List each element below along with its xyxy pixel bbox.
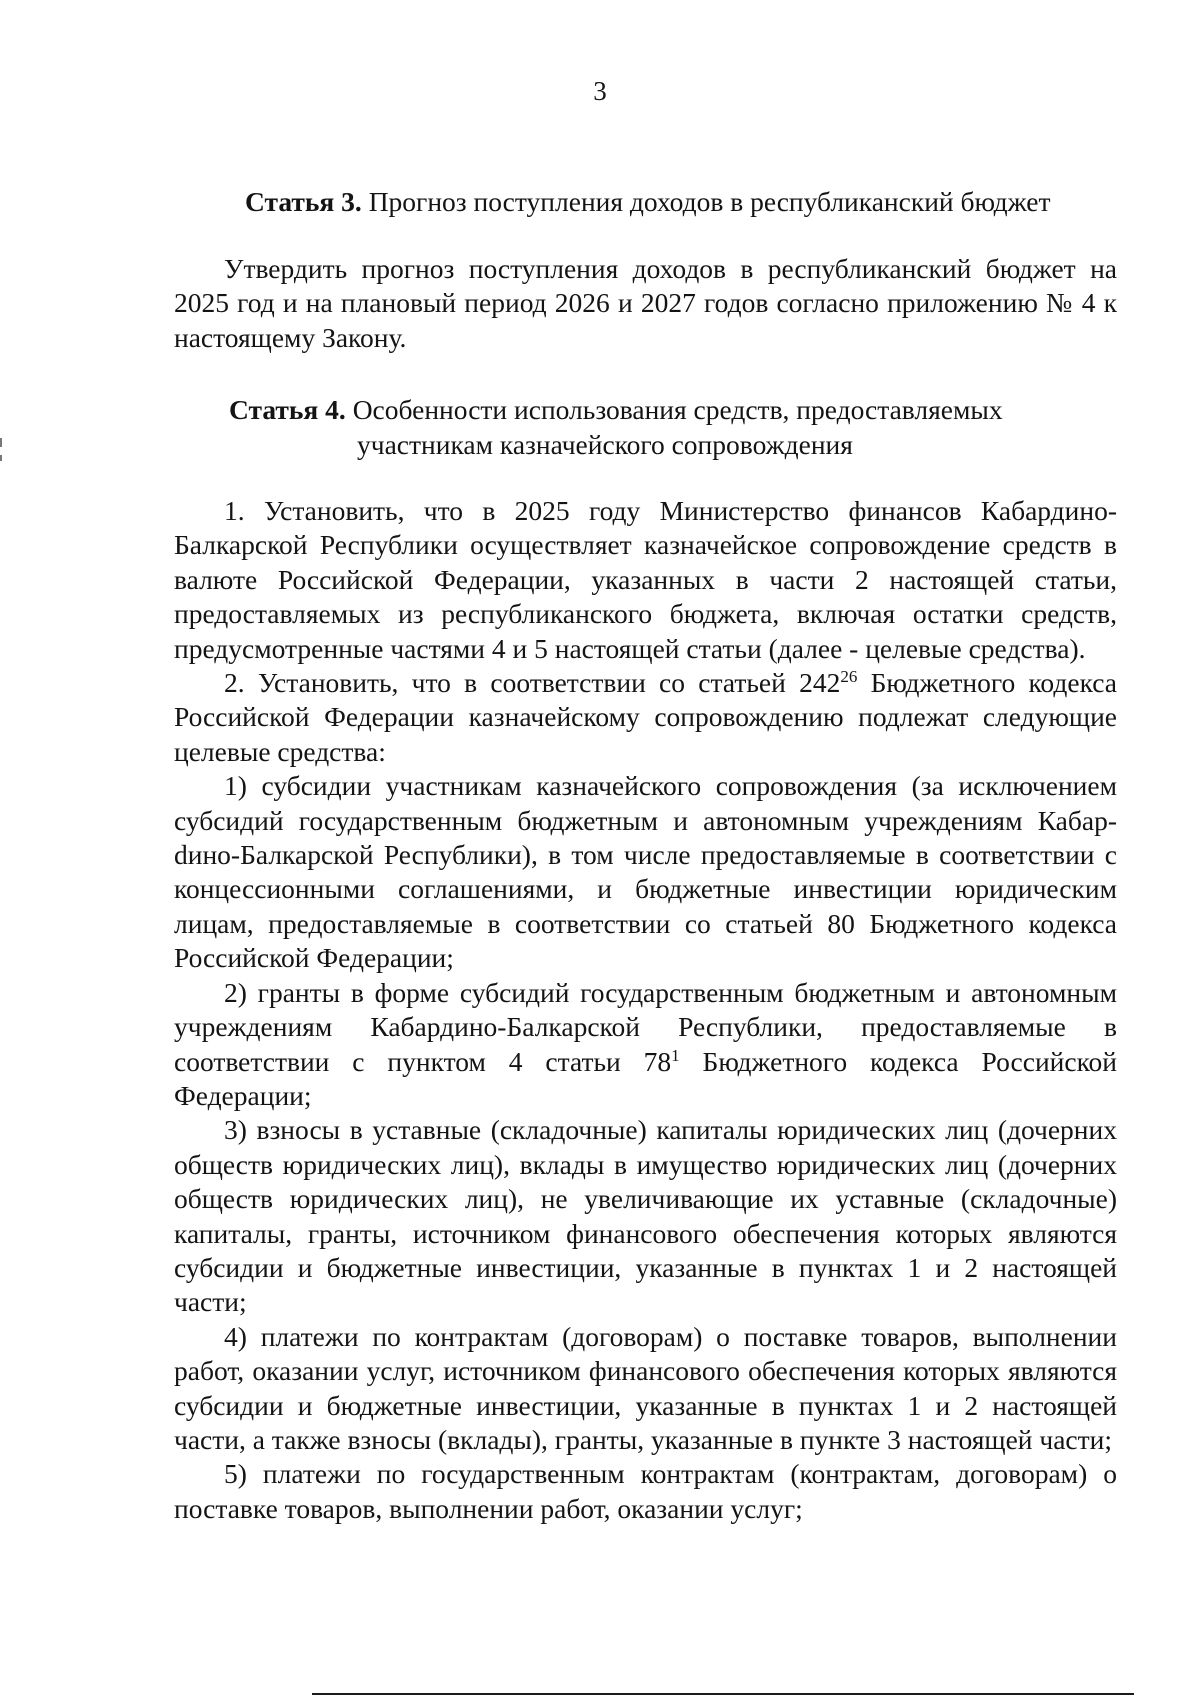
page-number: 3 [593, 76, 607, 106]
article-3-paragraph: Утвердить прогноз поступления доходов в республиканский бюджет на 2025 год и на плановый период 2026 и 2027 годов согласно приложению № 4 к настоящему Закону. [174, 253, 1117, 353]
list-item-2 [174, 976, 1117, 1114]
paragraph-2-superscript: 26 [840, 666, 858, 686]
article-4-body [174, 494, 1117, 1526]
article-4-heading [174, 392, 1112, 462]
article-3-body [174, 252, 1117, 355]
list-item-4: 4) платежи по контрактам (договорам) о поставке товаров, выполнении работ, оказании услуг, источником финансового обеспечения которых являются субсидии и бюджетные инвестиции, указанные в пунктах 1 и 2 настоящей части, а также взносы (вклады), гранты, указанные в пункте 3 настоящей части; [174, 1320, 1117, 1455]
list-item-2-superscript: 1 [671, 1045, 680, 1065]
article-4-title-line1: Особенности использования средств, предоставляемых [352, 394, 1003, 425]
article-3-label: Статья 3. [245, 186, 362, 217]
list-item-2-text-end: Бюджетного кодекса Российской Федерации; [174, 1045, 1118, 1111]
article-4-title-line2: участникам казначейского сопровождения [357, 429, 853, 460]
scan-edge-mark [0, 438, 2, 447]
list-item-5: 5) платежи по государственным контрактам (контрактам, договорам) о поставке товаров, выполнении работ, оказании услуг; [174, 1458, 1117, 1524]
article-3-title: Прогноз поступления доходов в республиканский бюджет [368, 186, 1051, 217]
list-item-1: 1) субсидии участникам казначейского сопровождения (за исключением субсидий государственным бюджетным и автономным учреждениям Кабарdино-Балкарской Республики), в том числе предоставляемые в соответствии с концессионными соглашениями, и бюджетные инвестиции юридическим лицам, предоставляемые в соответствии со статьей 80 Бюджетного кодекса Российской Федерации; [174, 770, 1117, 974]
paragraph-2 [174, 666, 1117, 769]
paragraph-1: 1. Установить, что в 2025 году Министерство финансов Кабардино-Балкарской Республики осуществляет казначейское сопровождение средств в валюте Российской Федерации, указанных в части 2 настоящей статьи, предоставляемых из республиканского бюджета, включая остатки средств, предусмотренные частями 4 и 5 настоящей статьи (далее - целевые средства). [174, 495, 1117, 664]
bottom-rule [312, 1693, 1134, 1695]
scan-edge-mark [0, 455, 2, 461]
paragraph-2-text-start: 2. Установить, что в соответствии со статьей 242 [224, 667, 841, 699]
list-item-2-text-start: 2) гранты в форме субсидий государственным бюджетным и автономным учреждениям Кабардино-Балкарской Республики, предоставляемые в соответствии с пунктом 4 статьи 78 [174, 976, 1117, 1077]
paragraph-2-text-end: Бюджетного кодекса Российской Федерации казначейскому сопровождению подлежат следующие целевые средства: [174, 667, 1117, 767]
list-item-3: 3) взносы в уставные (складочные) капиталы юридических лиц (дочерних обществ юридических лиц), вклады в имущество юридических лиц (дочерних обществ юридических лиц), не увеличивающие их уставные (складочные) капиталы, гранты, источником финансового обеспечения которых являются субсидии и бюджетные инвестиции, указанные в пунктах 1 и 2 настоящей части; [174, 1114, 1117, 1318]
article-3-heading [174, 184, 1112, 219]
article-4-label: Статья 4. [229, 394, 346, 425]
